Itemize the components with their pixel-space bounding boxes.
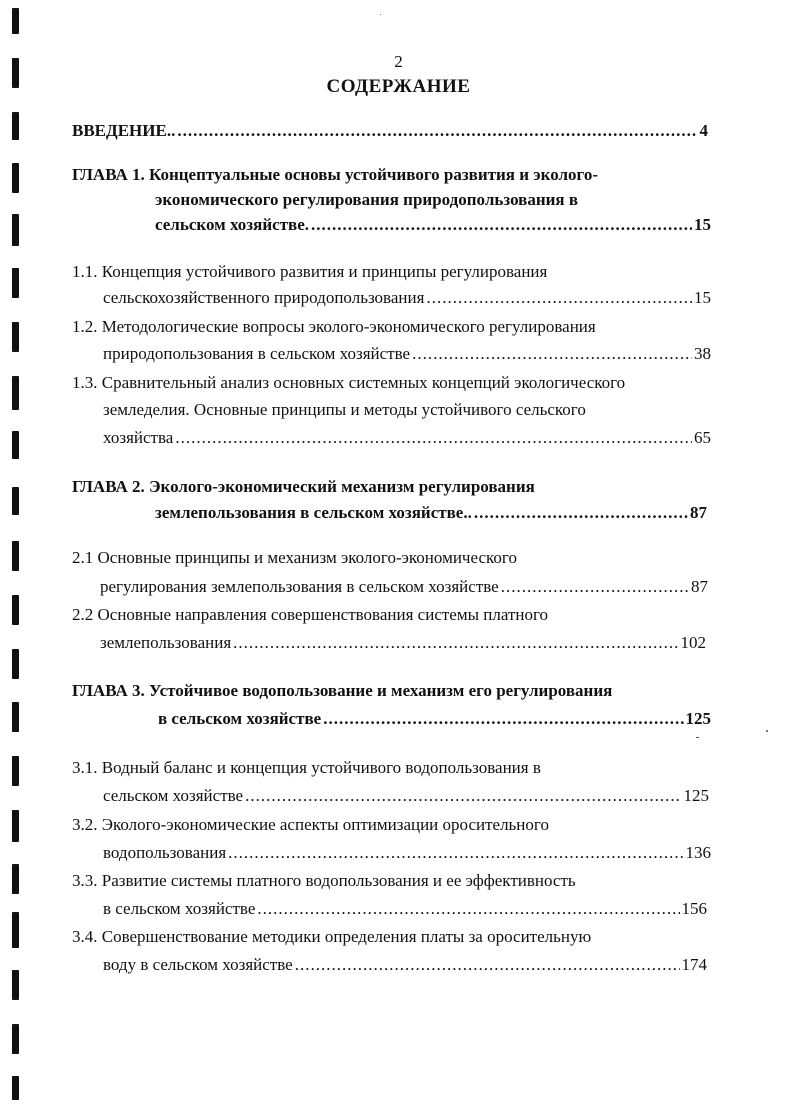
- chapter-3-line-2[interactable]: в сельском хозяйстве ..... 125: [158, 706, 711, 732]
- binding-mark: [12, 112, 19, 140]
- section-2-2-line-1[interactable]: 2.2 Основные направления совершенствования системы платного: [72, 605, 549, 624]
- section-2-2-page: 102: [680, 633, 706, 652]
- chapter-2-line-2[interactable]: землепользования в сельском хозяйстве.. ..... 87: [155, 500, 707, 526]
- section-3-4-line-2[interactable]: воду в сельском хозяйстве ..... 174: [103, 952, 707, 978]
- binding-mark: [12, 214, 19, 246]
- section-2-2-line-2[interactable]: землепользования ..... 102: [100, 630, 706, 656]
- leader-dots: [233, 630, 678, 656]
- section-3-2-page: 136: [685, 843, 711, 862]
- toc-intro-page: 4: [699, 121, 708, 140]
- binding-mark: [12, 649, 19, 679]
- leader-dots: [426, 285, 692, 311]
- scan-speck: [696, 737, 699, 738]
- leader-dots: [501, 574, 689, 600]
- section-3-4-page: 174: [681, 955, 707, 974]
- chapter-2-page: 87: [690, 503, 707, 522]
- section-3-2-line-1[interactable]: 3.2. Эколого-экономические аспекты оптимизации оросительного: [72, 815, 549, 834]
- section-1-1-line-2[interactable]: сельскохозяйственного природопользования ..... 15: [103, 285, 711, 311]
- chapter-1-line-3[interactable]: сельском хозяйстве. ..... 15: [155, 212, 711, 238]
- section-2-1-line-1[interactable]: 2.1 Основные принципы и механизм эколого-экономического: [72, 548, 517, 567]
- scan-speck: [766, 730, 768, 732]
- section-1-3-line-1[interactable]: 1.3. Сравнительный анализ основных системных концепций экологического: [72, 373, 626, 392]
- binding-mark: [12, 595, 19, 625]
- toc-intro-label: ВВЕДЕНИЕ..: [72, 121, 176, 140]
- binding-mark: [12, 912, 19, 948]
- leader-dots: [228, 840, 683, 866]
- binding-mark: [12, 487, 19, 515]
- section-3-3-page: 156: [681, 899, 707, 918]
- section-3-3-line-2[interactable]: в сельском хозяйстве ..... 156: [103, 896, 707, 922]
- leader-dots: [311, 212, 692, 238]
- section-1-2-line-1[interactable]: 1.2. Методологические вопросы эколого-экономического регулирования: [72, 317, 596, 336]
- chapter-2-line-1[interactable]: ГЛАВА 2. Эколого-экономический механизм регулирования: [72, 477, 535, 496]
- page-number: 2: [394, 52, 403, 71]
- binding-mark: [12, 970, 19, 1000]
- chapter-1-line-2[interactable]: экономического регулирования природопользования в: [155, 190, 579, 209]
- binding-mark: [12, 322, 19, 352]
- section-2-1-page: 87: [691, 577, 708, 596]
- section-3-1-page: 125: [683, 786, 709, 805]
- toc-intro[interactable]: [72, 118, 708, 144]
- page-title: СОДЕРЖАНИЕ: [326, 76, 471, 97]
- leader-dots: [245, 783, 681, 809]
- section-3-1-line-2[interactable]: сельском хозяйстве ..... 125: [103, 783, 709, 809]
- leader-dots: [474, 500, 688, 526]
- section-3-3-line-1[interactable]: 3.3. Развитие системы платного водопользования и ее эффективность: [72, 871, 576, 890]
- binding-mark: [12, 376, 19, 410]
- binding-mark: [12, 8, 19, 34]
- section-1-3-line-2[interactable]: земледелия. Основные принципы и методы устойчивого сельского: [103, 400, 586, 419]
- chapter-1-line-1[interactable]: ГЛАВА 1. Концептуальные основы устойчивого развития и эколого-: [72, 165, 598, 184]
- binding-mark: [12, 431, 19, 459]
- leader-dots: [175, 425, 692, 451]
- binding-mark: [12, 756, 19, 786]
- section-1-2-page: 38: [694, 344, 711, 363]
- chapter-3-page: 125: [685, 709, 711, 728]
- binding-mark: [12, 1024, 19, 1054]
- binding-mark: [12, 268, 19, 298]
- chapter-1-page: 15: [694, 215, 711, 234]
- section-3-4-line-1[interactable]: 3.4. Совершенствование методики определения платы за оросительную: [72, 927, 592, 946]
- section-1-1-page: 15: [694, 288, 711, 307]
- leader-dots: [295, 952, 680, 978]
- binding-mark: [12, 163, 19, 193]
- binding-mark: [12, 541, 19, 571]
- section-2-1-line-2[interactable]: регулирования землепользования в сельском хозяйстве ..... 87: [100, 574, 708, 600]
- binding-mark: [12, 702, 19, 732]
- leader-dots: [257, 896, 679, 922]
- binding-mark: [12, 1076, 19, 1100]
- leader-dots: [323, 706, 683, 732]
- section-1-3-line-3[interactable]: хозяйства ..... 65: [103, 425, 711, 451]
- section-3-1-line-1[interactable]: 3.1. Водный баланс и концепция устойчивого водопользования в: [72, 758, 541, 777]
- scan-speck: [380, 14, 381, 15]
- section-3-2-line-2[interactable]: водопользования ..... 136: [103, 840, 711, 866]
- section-1-1-line-1[interactable]: 1.1. Концепция устойчивого развития и принципы регулирования: [72, 262, 548, 281]
- chapter-3-line-1[interactable]: ГЛАВА 3. Устойчивое водопользование и механизм его регулирования: [72, 681, 613, 700]
- binding-mark: [12, 864, 19, 894]
- leader-dots: [412, 341, 692, 367]
- section-1-2-line-2[interactable]: природопользования в сельском хозяйстве ..... 38: [103, 341, 711, 367]
- binding-mark: [12, 810, 19, 842]
- section-1-3-page: 65: [694, 428, 711, 447]
- leader-dots: [177, 118, 697, 144]
